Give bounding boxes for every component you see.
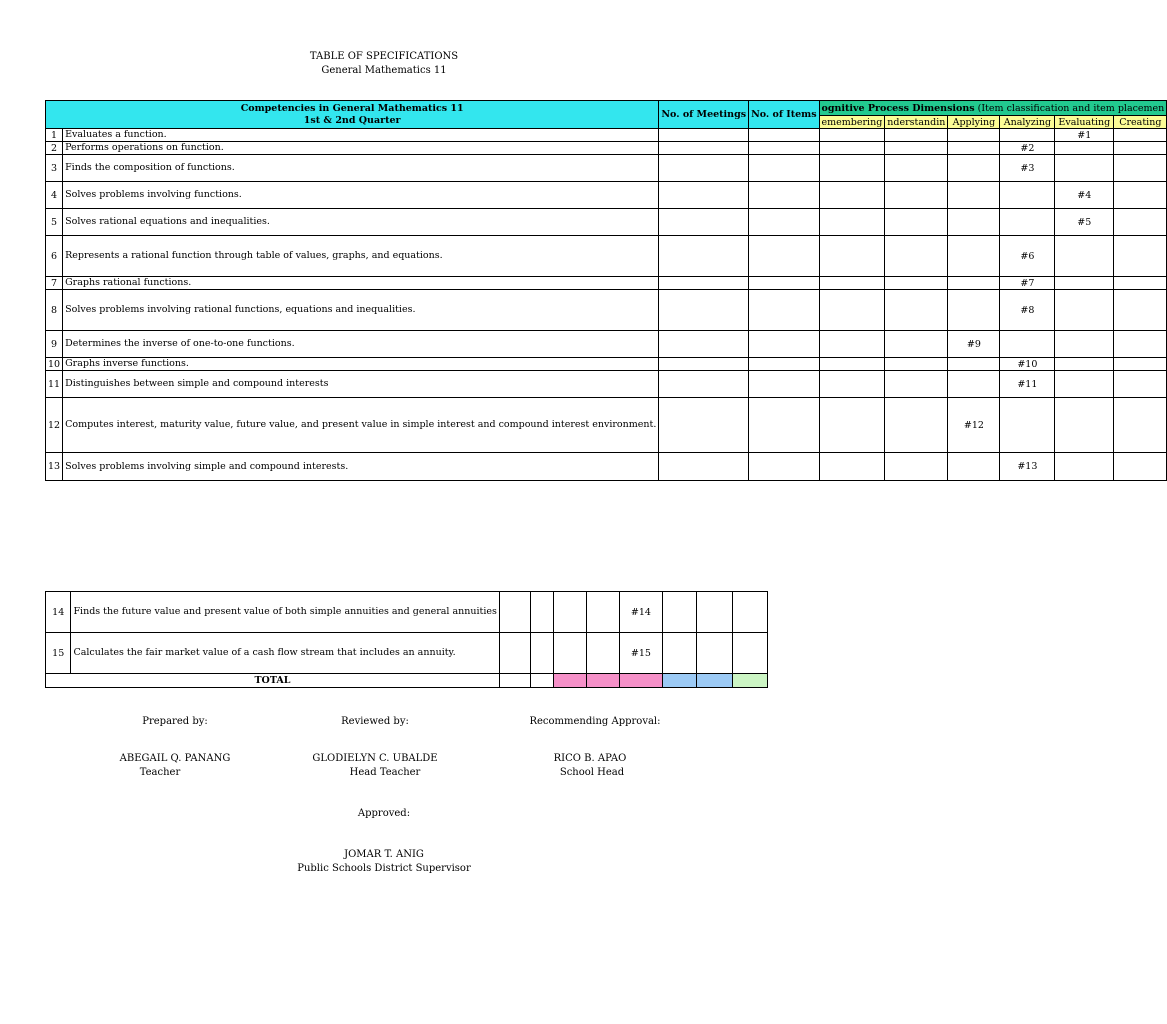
- item-placement-understanding: [885, 182, 948, 209]
- meetings-cell: [659, 358, 749, 371]
- item-placement-evaluating: #4: [1055, 182, 1114, 209]
- row-number: 11: [46, 371, 63, 398]
- item-placement-applying: [948, 453, 1000, 481]
- total-analyzing: [662, 674, 696, 688]
- item-placement-understanding: [885, 155, 948, 182]
- item-placement-understanding: [885, 331, 948, 358]
- item-placement-applying: [948, 371, 1000, 398]
- meetings-cell: [659, 155, 749, 182]
- item-placement-analyzing: #11: [1000, 371, 1055, 398]
- prepared-by-label: Prepared by:: [142, 716, 208, 727]
- item-placement-applying: [948, 358, 1000, 371]
- total-creating: [733, 674, 768, 688]
- item-placement-remembering: [819, 236, 885, 277]
- row-number: 14: [46, 592, 71, 633]
- table-row: [46, 358, 1167, 371]
- competencies-header-line2: 1st & 2nd Quarter: [303, 114, 401, 126]
- table-row: [46, 290, 1167, 331]
- row-number: 8: [46, 290, 63, 331]
- competency-text: Computes interest, maturity value, future value, and present value in simple interest and compound interest environment.: [63, 398, 659, 453]
- meetings-cell: [659, 236, 749, 277]
- reviewer-name: GLODIELYN C. UBALDE: [312, 753, 438, 764]
- meetings-cell: [659, 453, 749, 481]
- cpd-header-normal: (Item classification and item placemen: [974, 102, 1165, 114]
- item-placement-creating: [1114, 155, 1167, 182]
- competency-text: Finds the composition of functions.: [63, 155, 659, 182]
- item-placement-evaluating: [1055, 142, 1114, 155]
- level-header-evaluating: Evaluating: [1055, 116, 1114, 129]
- row-number: 6: [46, 236, 63, 277]
- meetings-cell: [659, 331, 749, 358]
- table-row: [46, 371, 1167, 398]
- item-placement-evaluating: [1055, 290, 1114, 331]
- item-placement-remembering: [819, 358, 885, 371]
- total-evaluating: [696, 674, 732, 688]
- item-placement-creating: [1114, 129, 1167, 142]
- item-placement-evaluating: [1055, 371, 1114, 398]
- item-placement-applying: [948, 277, 1000, 290]
- approver-role: Public Schools District Supervisor: [297, 863, 471, 874]
- competency-text: Solves problems involving simple and compound interests.: [63, 453, 659, 481]
- competency-text: Determines the inverse of one-to-one functions.: [63, 331, 659, 358]
- row-number: 5: [46, 209, 63, 236]
- item-placement-understanding: [885, 142, 948, 155]
- item-placement-analyzing: #8: [1000, 290, 1055, 331]
- item-placement-understanding: [587, 592, 620, 633]
- item-placement-applying: #14: [620, 592, 662, 633]
- level-header-understanding: nderstandin: [885, 116, 948, 129]
- item-placement-applying: #15: [620, 633, 662, 674]
- table-row: [46, 331, 1167, 358]
- meetings-cell: [659, 277, 749, 290]
- items-cell: [530, 592, 554, 633]
- table-row: [46, 633, 768, 674]
- specification-table-continued: [45, 591, 768, 688]
- page-subtitle: General Mathematics 11: [321, 65, 447, 76]
- competency-text: Solves rational equations and inequalities.: [63, 209, 659, 236]
- row-number: 15: [46, 633, 71, 674]
- item-placement-remembering: [819, 209, 885, 236]
- items-cell: [749, 331, 819, 358]
- row-number: 13: [46, 453, 63, 481]
- row-number: 7: [46, 277, 63, 290]
- meetings-cell: [659, 371, 749, 398]
- item-placement-evaluating: [696, 592, 732, 633]
- meetings-cell: [659, 129, 749, 142]
- table-row: [46, 182, 1167, 209]
- items-cell: [749, 155, 819, 182]
- item-placement-remembering: [554, 592, 587, 633]
- item-placement-remembering: [819, 371, 885, 398]
- items-cell: [749, 129, 819, 142]
- total-label: TOTAL: [46, 674, 500, 688]
- item-placement-evaluating: [1055, 331, 1114, 358]
- item-placement-applying: [948, 129, 1000, 142]
- item-placement-analyzing: [1000, 398, 1055, 453]
- item-placement-remembering: [819, 182, 885, 209]
- item-placement-understanding: [885, 290, 948, 331]
- item-placement-evaluating: [696, 633, 732, 674]
- competencies-header: [46, 101, 659, 129]
- item-placement-evaluating: [1055, 453, 1114, 481]
- item-placement-creating: [1114, 371, 1167, 398]
- competency-text: Graphs rational functions.: [63, 277, 659, 290]
- level-header-creating: Creating: [1114, 116, 1167, 129]
- items-cell: [749, 142, 819, 155]
- items-cell: [749, 453, 819, 481]
- level-header-analyzing: Analyzing: [1000, 116, 1055, 129]
- competency-text: Calculates the fair market value of a cash flow stream that includes an annuity.: [71, 633, 499, 674]
- competency-text: Solves problems involving functions.: [63, 182, 659, 209]
- item-placement-applying: [948, 209, 1000, 236]
- total-meetings: [499, 674, 530, 688]
- item-placement-remembering: [819, 453, 885, 481]
- item-placement-understanding: [885, 358, 948, 371]
- table-row: [46, 277, 1167, 290]
- item-placement-applying: [948, 155, 1000, 182]
- item-placement-remembering: [819, 277, 885, 290]
- level-header-applying: Applying: [948, 116, 1000, 129]
- competency-text: Graphs inverse functions.: [63, 358, 659, 371]
- item-placement-understanding: [885, 129, 948, 142]
- item-placement-remembering: [554, 633, 587, 674]
- item-placement-analyzing: [1000, 182, 1055, 209]
- meetings-cell: [659, 290, 749, 331]
- item-placement-evaluating: [1055, 236, 1114, 277]
- item-placement-understanding: [885, 236, 948, 277]
- item-placement-understanding: [885, 453, 948, 481]
- item-placement-analyzing: #3: [1000, 155, 1055, 182]
- item-placement-understanding: [885, 209, 948, 236]
- item-placement-analyzing: [662, 592, 696, 633]
- preparer-role: Teacher: [139, 767, 181, 778]
- preparer-name: ABEGAIL Q. PANANG: [119, 753, 231, 764]
- row-number: 4: [46, 182, 63, 209]
- row-number: 9: [46, 331, 63, 358]
- item-placement-creating: [1114, 236, 1167, 277]
- reviewed-by-label: Reviewed by:: [341, 716, 409, 727]
- item-placement-analyzing: [1000, 129, 1055, 142]
- table-row: [46, 453, 1167, 481]
- competency-text: Distinguishes between simple and compound interests: [63, 371, 659, 398]
- item-placement-understanding: [587, 633, 620, 674]
- item-placement-remembering: [819, 155, 885, 182]
- item-placement-creating: [1114, 331, 1167, 358]
- item-placement-analyzing: #7: [1000, 277, 1055, 290]
- total-understanding: [587, 674, 620, 688]
- meetings-cell: [659, 182, 749, 209]
- item-placement-applying: [948, 142, 1000, 155]
- table-row: [46, 398, 1167, 453]
- item-placement-creating: [1114, 453, 1167, 481]
- item-placement-understanding: [885, 277, 948, 290]
- item-placement-analyzing: [1000, 209, 1055, 236]
- competency-text: Finds the future value and present value of both simple annuities and general annuities: [71, 592, 499, 633]
- cognitive-process-header: [819, 101, 1167, 116]
- table-row: [46, 592, 768, 633]
- items-cell: [749, 358, 819, 371]
- row-number: 2: [46, 142, 63, 155]
- competency-text: Represents a rational function through table of values, graphs, and equations.: [63, 236, 659, 277]
- item-placement-analyzing: [1000, 331, 1055, 358]
- recommender-role: School Head: [559, 767, 625, 778]
- items-cell: [749, 290, 819, 331]
- items-cell: [749, 277, 819, 290]
- items-cell: [530, 633, 554, 674]
- item-placement-creating: [1114, 182, 1167, 209]
- item-placement-evaluating: [1055, 277, 1114, 290]
- item-placement-creating: [1114, 277, 1167, 290]
- item-placement-analyzing: #6: [1000, 236, 1055, 277]
- table-row: [46, 155, 1167, 182]
- item-placement-evaluating: [1055, 358, 1114, 371]
- item-placement-evaluating: #1: [1055, 129, 1114, 142]
- item-placement-creating: [1114, 209, 1167, 236]
- item-placement-applying: #9: [948, 331, 1000, 358]
- cpd-header-bold: ognitive Process Dimensions: [821, 102, 975, 114]
- total-items: [530, 674, 554, 688]
- table-row: [46, 209, 1167, 236]
- item-placement-remembering: [819, 290, 885, 331]
- page-title: TABLE OF SPECIFICATIONS: [309, 51, 459, 62]
- reviewer-role: Head Teacher: [349, 767, 421, 778]
- items-header: No. of Items: [749, 101, 819, 129]
- item-placement-analyzing: [662, 633, 696, 674]
- item-placement-remembering: [819, 142, 885, 155]
- item-placement-applying: [948, 236, 1000, 277]
- specification-table: [45, 100, 1167, 481]
- item-placement-creating: [1114, 358, 1167, 371]
- item-placement-remembering: [819, 129, 885, 142]
- level-header-remembering: emembering: [819, 116, 885, 129]
- row-number: 3: [46, 155, 63, 182]
- recommending-approval-label: Recommending Approval:: [529, 716, 661, 727]
- meetings-cell: [499, 633, 530, 674]
- item-placement-creating: [733, 592, 768, 633]
- total-applying: [620, 674, 662, 688]
- items-cell: [749, 236, 819, 277]
- row-number: 12: [46, 398, 63, 453]
- item-placement-evaluating: [1055, 155, 1114, 182]
- approved-label: Approved:: [357, 808, 411, 819]
- approver-name: JOMAR T. ANIG: [344, 849, 424, 860]
- item-placement-creating: [1114, 290, 1167, 331]
- item-placement-creating: [733, 633, 768, 674]
- item-placement-analyzing: #10: [1000, 358, 1055, 371]
- items-cell: [749, 398, 819, 453]
- item-placement-remembering: [819, 398, 885, 453]
- item-placement-applying: [948, 290, 1000, 331]
- items-cell: [749, 371, 819, 398]
- item-placement-evaluating: #5: [1055, 209, 1114, 236]
- meetings-cell: [659, 142, 749, 155]
- competency-text: Evaluates a function.: [63, 129, 659, 142]
- item-placement-analyzing: #2: [1000, 142, 1055, 155]
- item-placement-applying: [948, 182, 1000, 209]
- table-row: [46, 236, 1167, 277]
- items-cell: [749, 209, 819, 236]
- item-placement-understanding: [885, 398, 948, 453]
- total-remembering: [554, 674, 587, 688]
- row-number: 1: [46, 129, 63, 142]
- competencies-header-line1: Competencies in General Mathematics 11: [240, 102, 464, 114]
- competency-text: Performs operations on function.: [63, 142, 659, 155]
- recommender-name: RICO B. APAO: [553, 753, 627, 764]
- item-placement-creating: [1114, 398, 1167, 453]
- total-row: [46, 674, 768, 688]
- competency-text: Solves problems involving rational functions, equations and inequalities.: [63, 290, 659, 331]
- meetings-header: No. of Meetings: [659, 101, 749, 129]
- item-placement-analyzing: #13: [1000, 453, 1055, 481]
- meetings-cell: [659, 209, 749, 236]
- item-placement-creating: [1114, 142, 1167, 155]
- item-placement-understanding: [885, 371, 948, 398]
- row-number: 10: [46, 358, 63, 371]
- table-row: [46, 129, 1167, 142]
- meetings-cell: [499, 592, 530, 633]
- items-cell: [749, 182, 819, 209]
- item-placement-remembering: [819, 331, 885, 358]
- item-placement-evaluating: [1055, 398, 1114, 453]
- meetings-cell: [659, 398, 749, 453]
- table-row: [46, 142, 1167, 155]
- item-placement-applying: #12: [948, 398, 1000, 453]
